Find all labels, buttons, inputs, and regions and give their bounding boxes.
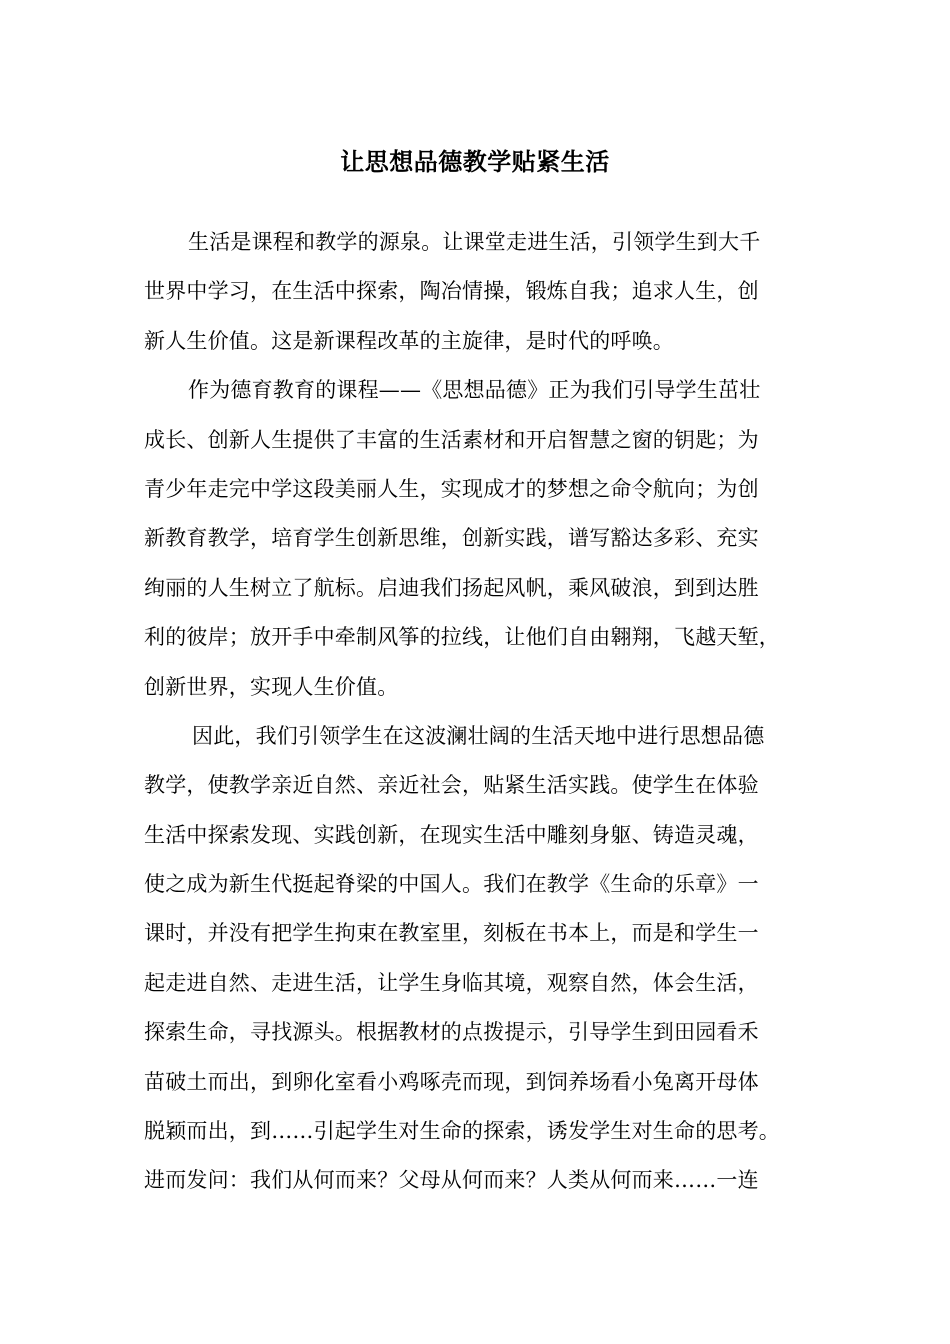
text-line: 使之成为新生代挺起脊梁的中国人。我们在教学《生命的乐章》一 — [144, 872, 759, 897]
text-line: 利的彼岸；放开手中牵制风筝的拉线，让他们自由翱翔，飞越天堑， — [144, 625, 780, 650]
text-line: 世界中学习，在生活中探索，陶冶情操，锻炼自我；追求人生，创 — [144, 279, 759, 304]
text-line: 生活中探索发现、实践创新，在现实生活中雕刻身躯、铸造灵魂， — [144, 822, 759, 847]
text-line: 苗破土而出，到卵化室看小鸡啄壳而现，到饲养场看小兔离开母体 — [144, 1069, 759, 1094]
text-line: 作为德育教育的课程——《思想品德》正为我们引导学生茁壮 — [188, 378, 761, 403]
text-line: 创新世界，实现人生价值。 — [144, 674, 399, 699]
text-line: 课时，并没有把学生拘束在教室里，刻板在书本上，而是和学生一 — [144, 921, 759, 946]
text-line: 新教育教学，培育学生创新思维，创新实践，谱写豁达多彩、充实 — [144, 526, 759, 551]
text-line: 因此，我们引领学生在这波澜壮阔的生活天地中进行思想品德 — [192, 723, 765, 748]
text-line: 生活是课程和教学的源泉。让课堂走进生活，引领学生到大千 — [188, 230, 761, 254]
text-line: 青少年走完中学这段美丽人生，实现成才的梦想之命令航向；为创 — [144, 476, 759, 501]
text-line: 新人生价值。这是新课程改革的主旋律，是时代的呼唤。 — [144, 328, 674, 353]
text-line: 成长、创新人生提供了丰富的生活素材和开启智慧之窗的钥匙；为 — [144, 427, 759, 452]
text-line: 绚丽的人生树立了航标。启迪我们扬起风帆，乘风破浪，到到达胜 — [144, 575, 759, 600]
document-body — [144, 218, 810, 1206]
text-line: 教学，使教学亲近自然、亲近社会，贴紧生活实践。使学生在体验 — [144, 773, 759, 798]
text-line: 脱颖而出，到……引起学生对生命的探索，诱发学生对生命的思考。 — [144, 1119, 780, 1144]
text-line: 进而发问：我们从何而来？父母从何而来？人类从何而来……一连 — [144, 1168, 759, 1193]
text-line: 起走进自然、走进生活，让学生身临其境，观察自然，体会生活， — [144, 970, 759, 995]
text-line: 探索生命，寻找源头。根据教材的点拨提示，引导学生到田园看禾 — [144, 1020, 759, 1045]
document-title: 让思想品德教学贴紧生活 — [340, 147, 610, 176]
